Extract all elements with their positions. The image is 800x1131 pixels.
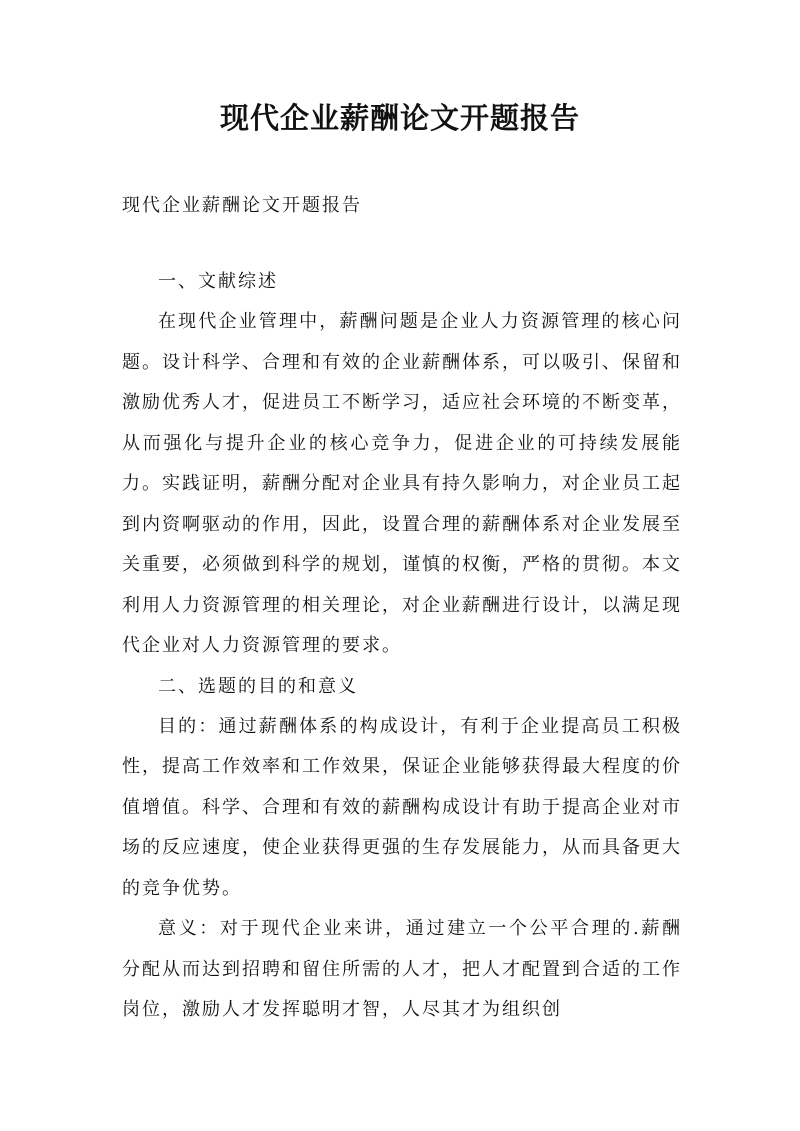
section-literature-review: [122, 262, 682, 667]
document-subtitle: 现代企业薪酬论文开题报告: [122, 195, 362, 216]
section-heading: 二、选题的目的和意义: [158, 675, 358, 697]
paragraph: 意义：对于现代企业来讲，通过建立一个公平合理的.薪酬分配从而达到招聘和留住所需的人才，把人才配置到合适的工作岗位，激励人才发挥聪明才智，人尽其才为组织创: [122, 918, 682, 1020]
section-purpose-significance: [122, 667, 682, 1031]
section-heading: 一、文献综述: [158, 271, 278, 292]
document-title: 现代企业薪酬论文开题报告: [219, 101, 580, 135]
document-body: [122, 186, 682, 1031]
paragraph: 在现代企业管理中，薪酬问题是企业人力资源管理的核心问题。设计科学、合理和有效的企业薪酬体系，可以吸引、保留和激励优秀人才，促进员工不断学习，适应社会环境的不断变革，从而强化与提升企业的核心竞争力，促进企业的可持续发展能力。实践证明，薪酬分配对企业具有持久影响力，对企业员工起到内资啊驱动的作用，因此，设置合理的薪酬体系对企业发展至关重要，必须做到科学的规划，谨慎的权衡，严格的贯彻。本文利用人力资源管理的相关理论，对企业薪酬进行设计，以满足现代企业对人力资源管理的要求。: [122, 311, 682, 656]
paragraph: 目的：通过薪酬体系的构成设计，有利于企业提高员工积极性，提高工作效率和工作效果，保证企业能够获得最大程度的价值增值。科学、合理和有效的薪酬构成设计有助于提高企业对市场的反应速度，使企业获得更强的生存发展能力，从而具备更大的竞争优势。: [122, 715, 682, 899]
